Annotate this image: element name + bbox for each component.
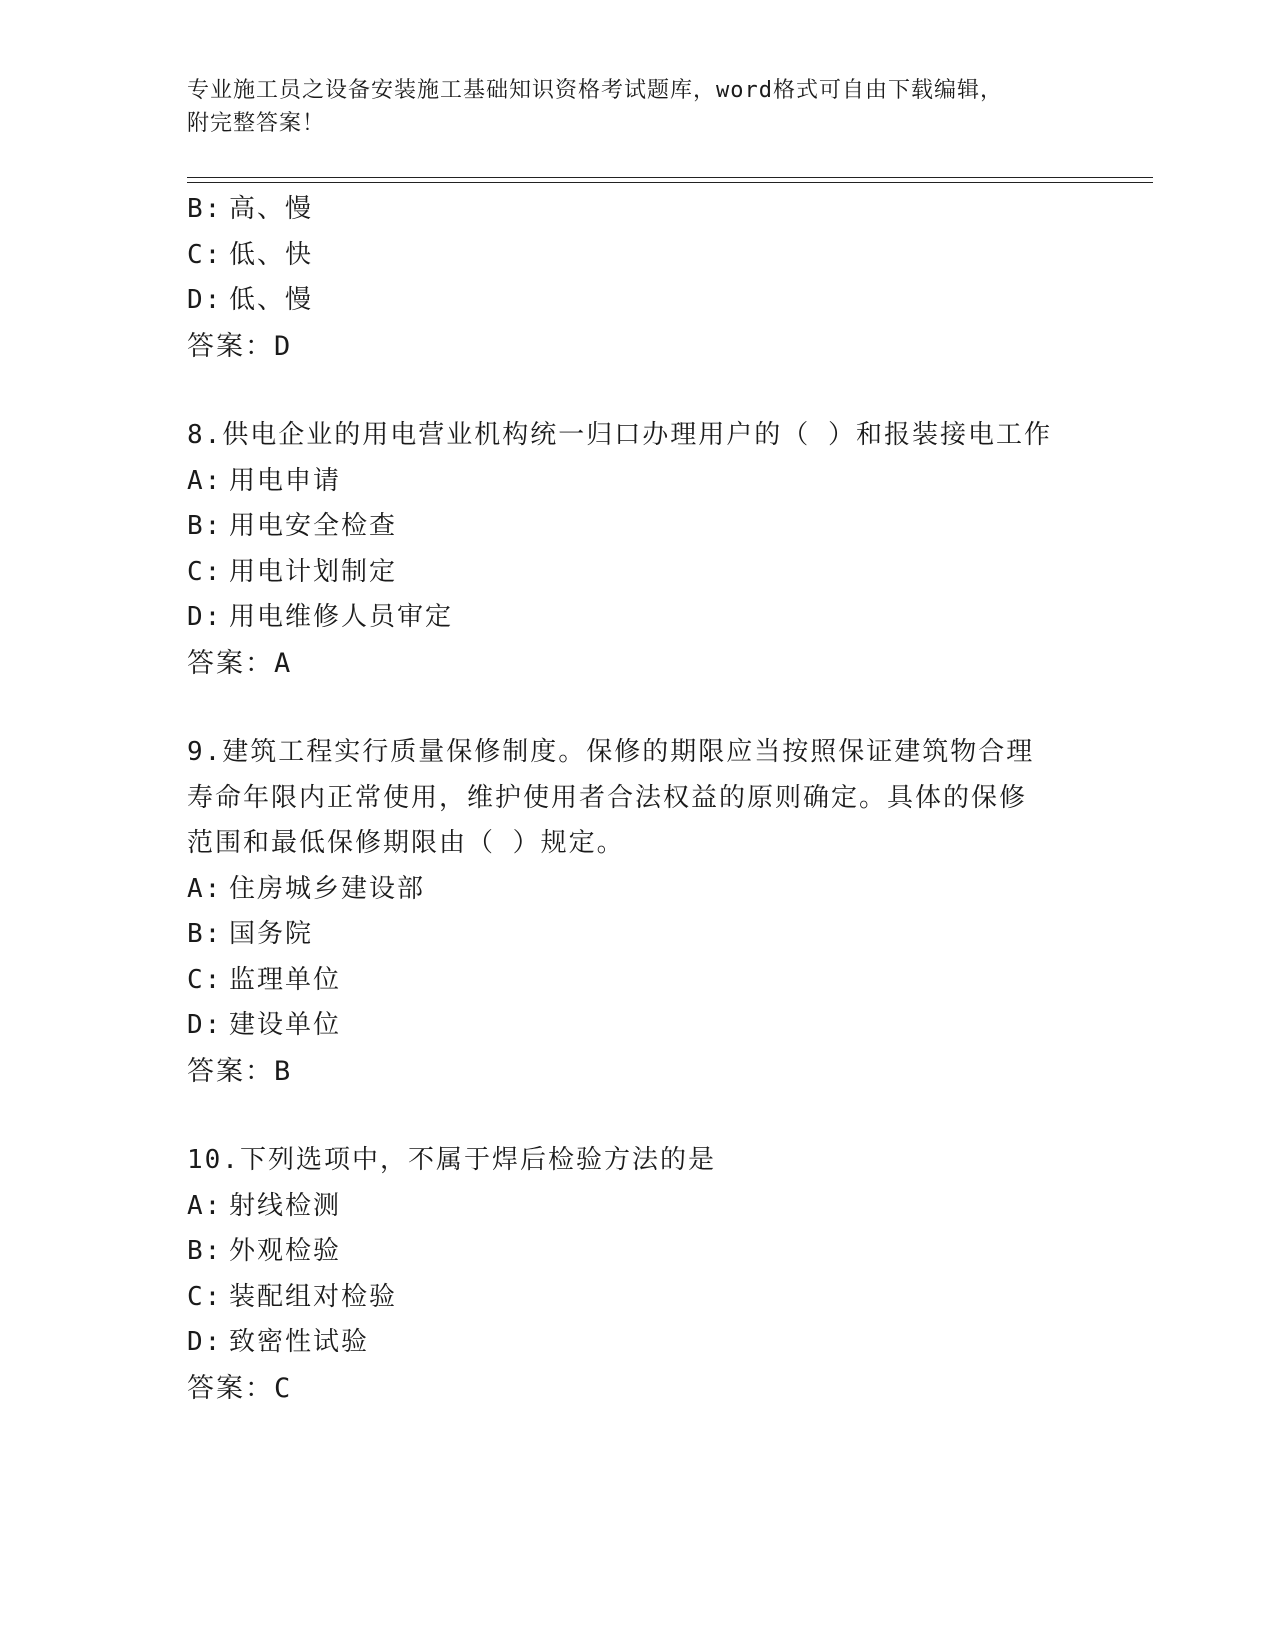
option-label: D: — [187, 1327, 223, 1357]
option-label: D: — [187, 1010, 223, 1040]
option-text: 高、慢 — [229, 194, 314, 224]
header-divider-bottom — [187, 182, 1153, 183]
answer: 答案：D — [187, 330, 293, 362]
option-label: A: — [187, 1190, 223, 1221]
option-b — [187, 1229, 1087, 1275]
option-a — [187, 459, 1087, 505]
option-text: 射线检测 — [229, 1190, 342, 1221]
option-text: 致密性试验 — [229, 1327, 370, 1357]
option-text: 外观检验 — [229, 1236, 342, 1266]
option-a — [187, 867, 1087, 913]
header-divider-top — [187, 177, 1153, 178]
option-a — [187, 1184, 1087, 1230]
option-text: 建设单位 — [229, 1010, 342, 1040]
option-label: A: — [187, 873, 223, 904]
question-text: 10.下列选项中，不属于焊后检验方法的是 — [187, 1145, 716, 1175]
option-d — [187, 1320, 1087, 1366]
option-text: 用电维修人员审定 — [229, 602, 454, 632]
option-text: 监理单位 — [229, 964, 342, 995]
header-line-1: 专业施工员之设备安装施工基础知识资格考试题库，word格式可自由下载编辑， — [187, 78, 1003, 103]
question-text-line-3: 范围和最低保修期限由（ ）规定。 — [187, 828, 625, 858]
option-text: 装配组对检验 — [229, 1281, 398, 1312]
document-header — [187, 74, 1087, 140]
option-d — [187, 278, 1087, 324]
option-label: B: — [187, 919, 223, 949]
option-label: C: — [187, 556, 223, 587]
option-label: C: — [187, 964, 223, 995]
option-d — [187, 595, 1087, 641]
question-8 — [187, 413, 1087, 686]
header-line-2: 附完整答案！ — [187, 111, 326, 136]
option-c — [187, 958, 1087, 1004]
option-d — [187, 1003, 1087, 1049]
option-text: 低、快 — [229, 239, 314, 270]
option-text: 用电计划制定 — [229, 556, 398, 587]
option-label: C: — [187, 1281, 223, 1312]
option-text: 用电安全检查 — [229, 511, 398, 541]
option-label: B: — [187, 511, 223, 541]
question-text-line-1: 9.建筑工程实行质量保修制度。保修的期限应当按照保证建筑物合理 — [187, 737, 1035, 767]
question-10 — [187, 1138, 1087, 1411]
question-list — [187, 187, 1087, 1411]
option-label: D: — [187, 285, 223, 315]
option-label: A: — [187, 465, 223, 496]
answer: 答案：C — [187, 1372, 293, 1404]
option-text: 低、慢 — [229, 285, 314, 315]
question-7-continued — [187, 187, 1087, 369]
answer: 答案：B — [187, 1055, 293, 1087]
option-c — [187, 550, 1087, 596]
option-text: 用电申请 — [229, 465, 342, 496]
option-label: B: — [187, 1236, 223, 1266]
option-label: D: — [187, 602, 223, 632]
option-c — [187, 233, 1087, 279]
question-text-line-2: 寿命年限内正常使用，维护使用者合法权益的原则确定。具体的保修 — [187, 782, 1028, 813]
option-b — [187, 912, 1087, 958]
option-b — [187, 504, 1087, 550]
option-text: 住房城乡建设部 — [229, 873, 426, 904]
question-text: 8.供电企业的用电营业机构统一归口办理用户的（ ）和报装接电工作 — [187, 420, 1052, 450]
option-c — [187, 1275, 1087, 1321]
option-b — [187, 187, 1087, 233]
option-label: B: — [187, 194, 223, 224]
answer: 答案：A — [187, 647, 293, 679]
question-9 — [187, 730, 1087, 1094]
option-text: 国务院 — [229, 919, 314, 949]
option-label: C: — [187, 239, 223, 270]
